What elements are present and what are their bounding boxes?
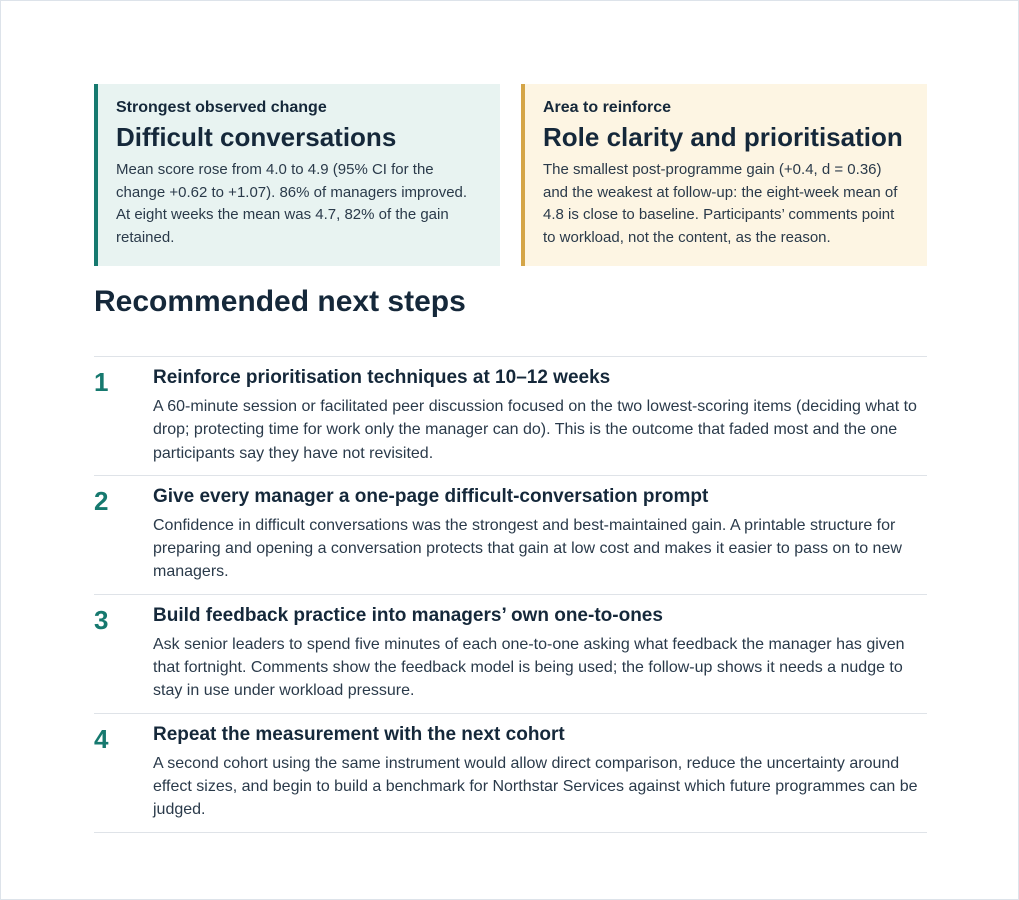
step-title: Give every manager a one-page difficult-conversation prompt: [153, 485, 709, 507]
area-to-reinforce-callout: [521, 84, 927, 266]
list-item: [94, 476, 927, 595]
list-item: [94, 595, 927, 714]
step-body: [153, 604, 927, 703]
list-item: [94, 357, 927, 476]
step-title: Build feedback practice into managers’ own one-to-ones: [153, 604, 663, 626]
next-steps-list: [94, 356, 927, 833]
step-number: 4: [94, 723, 109, 754]
section-heading: Recommended next steps: [94, 285, 466, 318]
step-title: Repeat the measurement with the next cohort: [153, 723, 565, 745]
step-number: 2: [94, 485, 109, 516]
callout-title: Difficult conversations: [116, 122, 397, 152]
findings-callouts: [94, 84, 927, 266]
step-text: Confidence in difficult conversations was the strongest and best-maintained gain. A printable structure for preparing and opening a conversation protects that gain at low cost and makes it easier to pass on to new managers.: [153, 516, 902, 581]
list-item: [94, 714, 927, 833]
step-number: 3: [94, 604, 109, 635]
callout-kicker: Strongest observed change: [116, 99, 327, 116]
step-body: [153, 366, 927, 465]
callout-title: Role clarity and prioritisation: [543, 122, 903, 152]
step-number: 1: [94, 367, 109, 397]
report-content: [94, 84, 927, 833]
step-body: [153, 485, 927, 584]
step-text: A second cohort using the same instrument would allow direct comparison, reduce the uncertainty around effect sizes, and begin to build a benchmark for Northstar Services against which future programmes can be judged.: [153, 754, 918, 819]
callout-body: The smallest post-programme gain (+0.4, d = 0.36) and the weakest at follow-up: the eight-week mean of 4.8 is close to baseline. Participants’ comments point to workload, not the content, as the reason.: [543, 161, 898, 246]
step-title: Reinforce prioritisation techniques at 10–12 weeks: [153, 367, 611, 388]
callout-body: Mean score rose from 4.0 to 4.9 (95% CI for the change +0.62 to +1.07). 86% of managers improved. At eight weeks the mean was 4.7, 82% of the gain retained.: [116, 161, 468, 246]
step-body: [153, 723, 927, 822]
step-text: Ask senior leaders to spend five minutes of each one-to-one asking what feedback the manager has given that fortnight. Comments show the feedback model is being used; the follow-up shows it needs a nudge to stay in use under workload pressure.: [153, 635, 905, 700]
strongest-change-callout: [94, 84, 500, 266]
callout-kicker: Area to reinforce: [543, 99, 672, 116]
step-text: A 60-minute session or facilitated peer discussion focused on the two lowest-scoring items (deciding what to drop; protecting time for work only the manager can do). This is the outcome that faded most and the one participants say they have not revisited.: [153, 398, 917, 462]
